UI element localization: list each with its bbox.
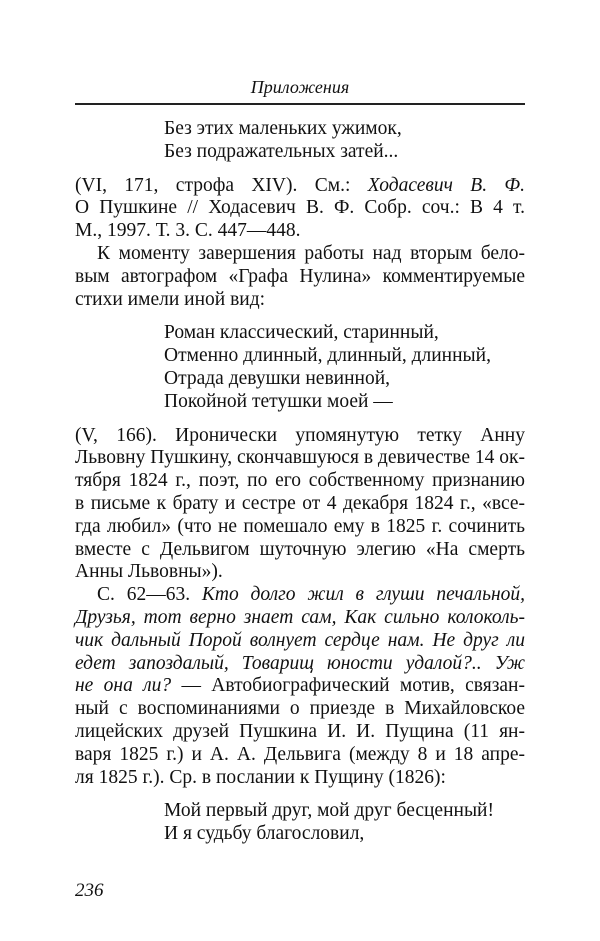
paragraph-2 bbox=[75, 243, 525, 311]
verse-line: Мой первый друг, мой друг бесценный! bbox=[164, 800, 494, 822]
verse-line: Отменно длинный, длинный, длинный, bbox=[164, 345, 491, 367]
italic-text: едет запоздалый, Товарищ юности удалой?.. Уж bbox=[75, 652, 525, 674]
text-line bbox=[75, 220, 525, 243]
text-line bbox=[75, 698, 525, 721]
text-line bbox=[75, 630, 525, 653]
italic-text: чик дальный Порой волнует сердце нам. Не друг ли bbox=[75, 629, 525, 651]
page-number: 236 bbox=[75, 880, 104, 901]
text-segment: О Пушкине // Ходасевич В. Ф. Собр. соч.: В 4 т. bbox=[75, 197, 525, 219]
verse-line: И я судьбу благословил, bbox=[164, 823, 365, 845]
verse-1 bbox=[75, 118, 525, 164]
verse-line: Роман классический, старинный, bbox=[164, 322, 439, 344]
text-line bbox=[75, 607, 525, 630]
text-line bbox=[75, 675, 525, 698]
text-line bbox=[75, 243, 525, 266]
text-segment: тября 1824 г., поэт, по его собственному признанию bbox=[75, 470, 525, 492]
verse-line: Без подражательных затей... bbox=[164, 140, 399, 162]
text-line bbox=[75, 493, 525, 516]
text-line bbox=[75, 721, 525, 744]
text-segment: (V, 166). Иронически упомянутую тетку Анну bbox=[75, 424, 525, 446]
text-line bbox=[75, 197, 525, 220]
paragraph-4 bbox=[75, 584, 525, 789]
text-line bbox=[75, 266, 525, 289]
verse-line: Без этих маленьких ужимок, bbox=[164, 118, 402, 139]
text-segment: гда любил» (что не помешало ему в 1825 г. сочинить bbox=[75, 515, 525, 537]
text-segment: ный с воспоминаниями о приезде в Михайловское bbox=[75, 698, 525, 720]
header-rule bbox=[75, 103, 525, 105]
text-segment: Анны Львовны»). bbox=[75, 561, 223, 583]
italic-text: Ходасевич В. Ф. bbox=[367, 174, 525, 196]
running-header: Приложения bbox=[250, 77, 350, 97]
italic-text: Друзья, тот верно знает сам, Как сильно колоколь- bbox=[75, 606, 525, 628]
text-line bbox=[75, 767, 525, 790]
text-line bbox=[75, 653, 525, 676]
text-line bbox=[75, 744, 525, 767]
text-line bbox=[75, 470, 525, 493]
text-line bbox=[75, 561, 525, 584]
text-segment: С. 62—63. bbox=[97, 584, 202, 606]
verse-line: Покойной тетушки моей — bbox=[164, 390, 393, 412]
text-line bbox=[75, 539, 525, 562]
text-segment: (VI, 171, строфа XIV). См.: bbox=[75, 174, 368, 196]
text-line bbox=[75, 175, 525, 198]
text-segment: К моменту завершения работы над вторым бело- bbox=[97, 242, 525, 264]
paragraph-1 bbox=[75, 175, 525, 243]
text-segment: — Автобиографический мотив, связан- bbox=[171, 675, 525, 697]
text-line bbox=[75, 584, 525, 607]
verse-3 bbox=[75, 800, 525, 846]
text-segment: варя 1825 г.) и А. А. Дельвига (между 8 и 18 апре- bbox=[75, 743, 525, 765]
verse-line: Отрада девушки невинной, bbox=[164, 367, 391, 389]
text-segment: М., 1997. Т. 3. С. 447—448. bbox=[75, 220, 301, 242]
text-segment: лицейских друзей Пушкина И. И. Пущина (11 ян- bbox=[75, 720, 525, 742]
italic-text: не она ли? bbox=[75, 675, 172, 697]
page-body bbox=[75, 118, 525, 846]
text-segment: ля 1825 г.). Ср. в послании к Пущину (1826): bbox=[75, 766, 446, 788]
text-line bbox=[75, 425, 525, 448]
text-segment: Львовну Пушкину, скончавшуюся в девичестве 14 ок- bbox=[75, 447, 525, 469]
paragraph-3 bbox=[75, 425, 525, 585]
text-segment: в письме к брату и сестре от 4 декабря 1824 г., «все- bbox=[75, 492, 525, 514]
italic-text: Кто долго жил в глуши печальной, bbox=[201, 584, 525, 606]
text-line bbox=[75, 289, 525, 312]
text-line bbox=[75, 516, 525, 539]
text-line bbox=[75, 447, 525, 470]
verse-2 bbox=[75, 322, 525, 413]
text-segment: стихи имели иной вид: bbox=[75, 288, 266, 310]
text-segment: вым автографом «Графа Нулина» комментируемые bbox=[75, 265, 525, 287]
text-segment: вместе с Дельвигом шуточную элегию «На смерть bbox=[75, 538, 525, 560]
